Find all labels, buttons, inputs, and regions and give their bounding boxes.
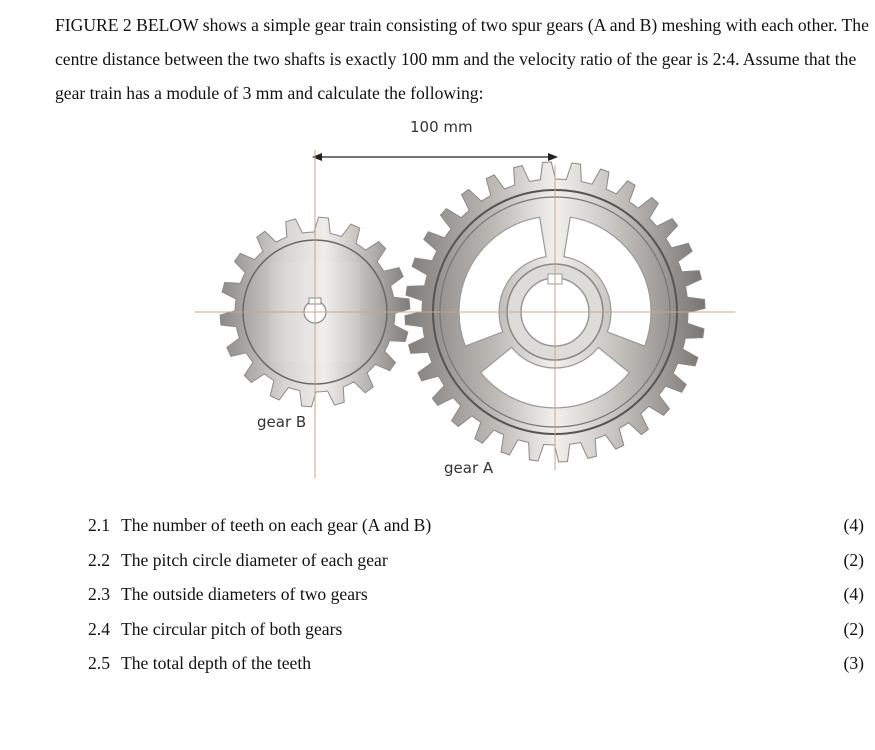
dimension-arrow-right	[548, 153, 558, 161]
question-text: The number of teeth on each gear (A and B)	[121, 515, 432, 535]
question-number: 2.1	[88, 515, 110, 535]
question-row	[88, 612, 868, 647]
question-marks: (4)	[843, 584, 864, 604]
question-marks: (2)	[843, 618, 864, 639]
question-text: The outside diameters of two gears	[121, 584, 368, 604]
dimension-label: 100 mm	[410, 118, 473, 136]
question-row	[88, 646, 868, 681]
question-row	[88, 577, 868, 612]
question-marks: (4)	[843, 515, 864, 535]
question-marks: (3)	[843, 653, 864, 673]
question-text: The pitch circle diameter of each gear	[121, 549, 388, 570]
question-text: The total depth of the teeth	[121, 653, 312, 673]
question-text: The circular pitch of both gears	[121, 618, 343, 639]
gear-a-label: gear A	[444, 459, 494, 477]
question-number: 2.5	[88, 653, 110, 673]
intro-paragraph: FIGURE 2 BELOW shows a simple gear train consisting of two spur gears (A and B) meshing with each other. The centre distance between the two shafts is exactly 100 mm and the velocity ratio of the gear is 2:4. Assume that the gear train has a module of 3 mm and calculate the following:	[55, 15, 869, 103]
question-number: 2.4	[88, 618, 110, 639]
question-row	[88, 543, 868, 578]
question-number: 2.2	[88, 549, 110, 570]
dimension-arrow-left	[312, 153, 322, 161]
question-row	[88, 508, 868, 543]
question-marks: (2)	[843, 549, 864, 570]
question-number: 2.3	[88, 584, 110, 604]
question-list	[88, 508, 868, 681]
gear-b-label: gear B	[257, 413, 307, 431]
